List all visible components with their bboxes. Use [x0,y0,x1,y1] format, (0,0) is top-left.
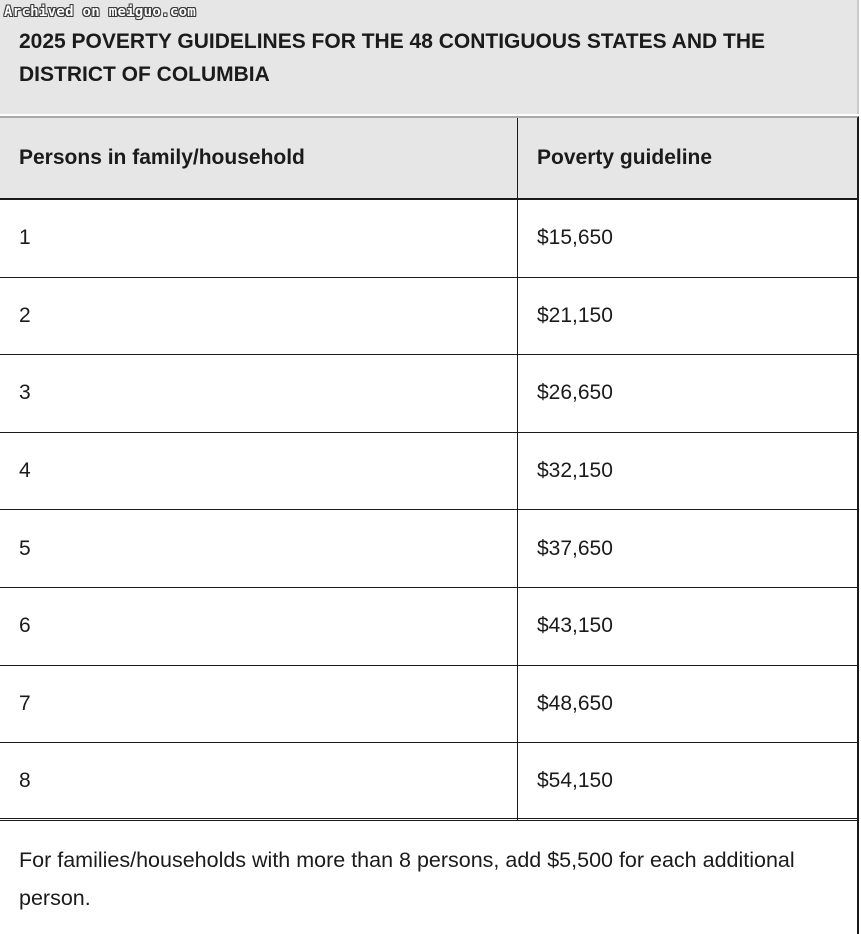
table-footnote: For families/households with more than 8 persons, add $5,500 for each additional person. [0,818,859,934]
table-row [0,666,857,744]
persons-cell: 6 [0,588,518,665]
table-row [0,743,857,821]
poverty-guidelines-table [0,116,859,821]
table-row [0,588,857,666]
persons-cell: 7 [0,666,518,743]
persons-cell: 3 [0,355,518,432]
guideline-cell: $48,650 [537,691,613,715]
persons-cell: 4 [0,433,518,510]
persons-cell: 1 [0,200,518,277]
table-caption: 2025 POVERTY GUIDELINES FOR THE 48 CONTIGUOUS STATES AND THE DISTRICT OF COLUMBIA [0,0,859,114]
watermark: Archived on meiguo.com [4,4,197,20]
table-row [0,433,857,511]
table-row [0,200,857,278]
persons-cell: 5 [0,510,518,587]
table-header-row [0,118,857,200]
table-row [0,355,857,433]
persons-cell: 2 [0,278,518,355]
column-header-persons: Persons in family/household [0,118,518,198]
guideline-cell: $43,150 [537,614,613,638]
column-header-guideline: Poverty guideline [537,146,713,169]
guideline-cell: $26,650 [537,381,613,405]
table-row [0,278,857,356]
guideline-cell: $37,650 [537,536,613,560]
persons-cell: 8 [0,743,518,820]
table-row [0,510,857,588]
guideline-cell: $32,150 [537,459,613,483]
guideline-cell: $15,650 [537,226,613,250]
guideline-cell: $21,150 [537,303,613,327]
guideline-cell: $54,150 [537,769,613,793]
